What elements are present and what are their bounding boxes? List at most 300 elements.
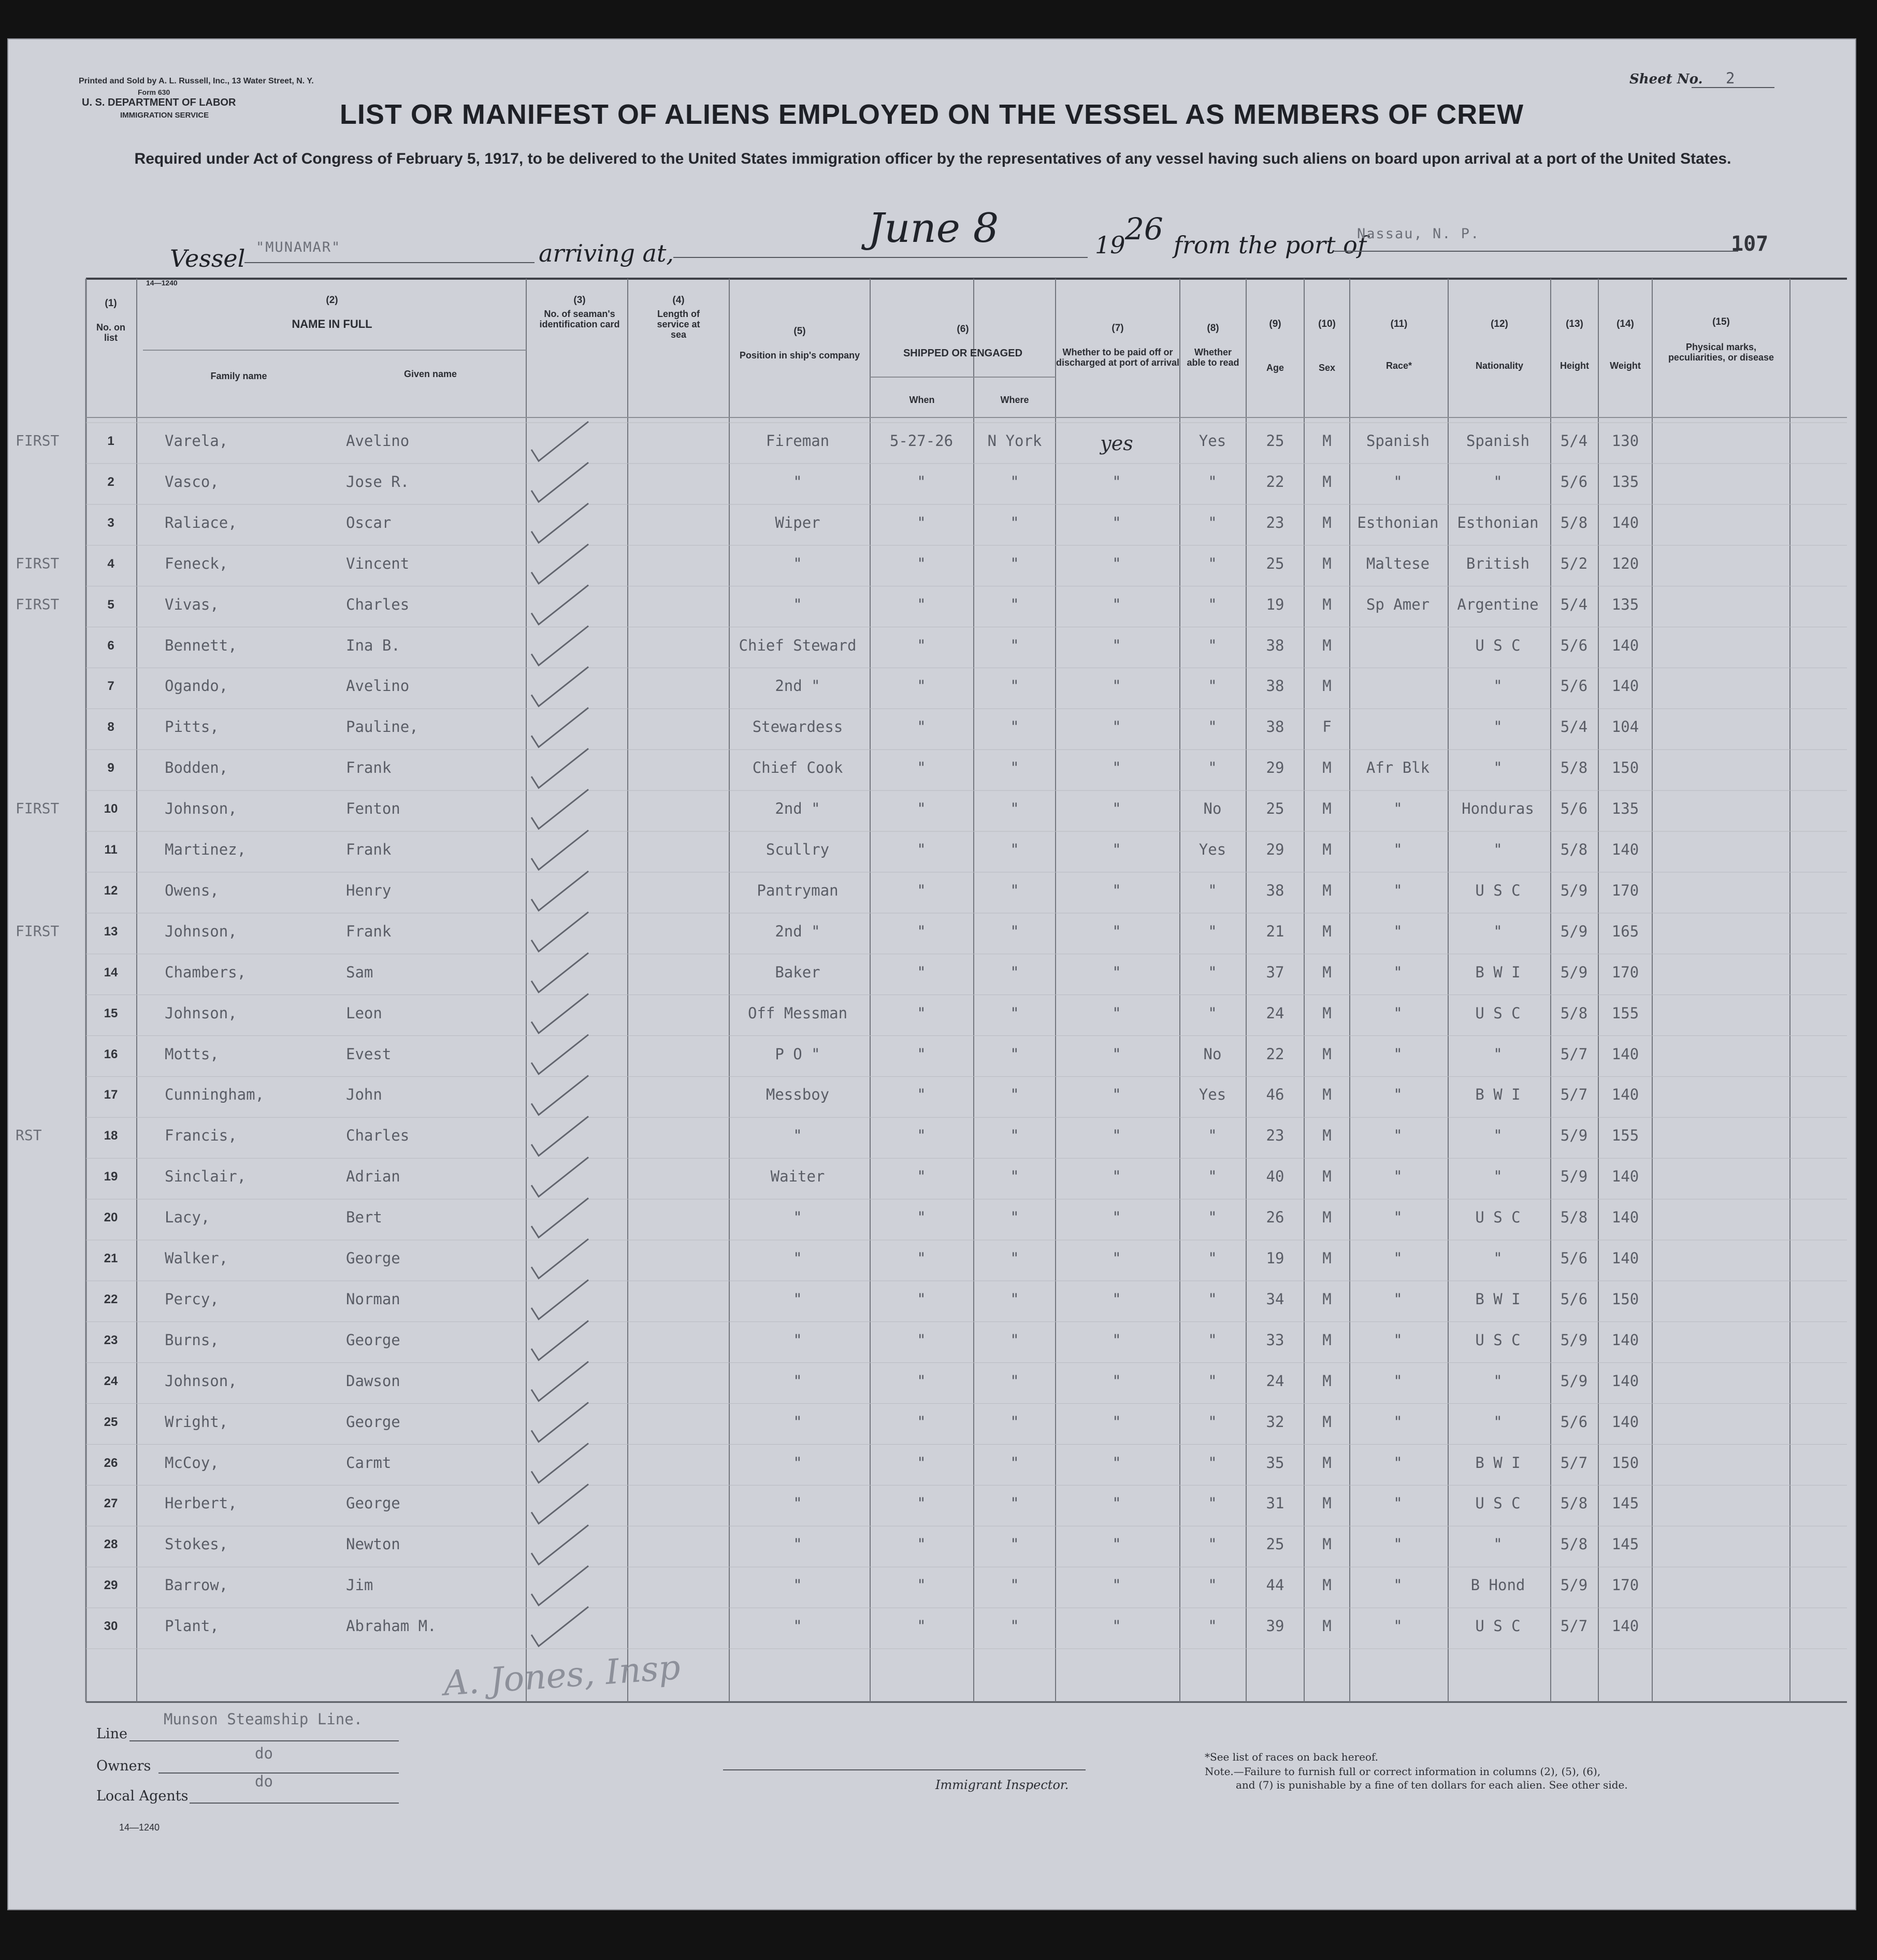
row-age: 38 bbox=[1266, 881, 1284, 899]
row-where: " bbox=[1010, 1290, 1019, 1308]
col5-label: Position in ship's company bbox=[739, 350, 860, 361]
row-age: 21 bbox=[1266, 922, 1284, 940]
row-given: Henry bbox=[346, 881, 392, 899]
row-age: 38 bbox=[1266, 636, 1284, 654]
row-sex: M bbox=[1322, 432, 1332, 450]
row-read: " bbox=[1208, 595, 1217, 613]
row-nationality: B W I bbox=[1475, 1290, 1521, 1308]
col4-number: (4) bbox=[672, 295, 685, 306]
row-race: " bbox=[1393, 1413, 1403, 1431]
row-read: " bbox=[1208, 1127, 1217, 1145]
row-position: " bbox=[793, 1617, 802, 1635]
row-where: " bbox=[1010, 800, 1019, 818]
row-nationality: " bbox=[1493, 841, 1503, 858]
row-no: 11 bbox=[104, 843, 118, 857]
row-paid: " bbox=[1112, 718, 1121, 736]
row-paid: " bbox=[1112, 1086, 1121, 1104]
row-age: 44 bbox=[1266, 1576, 1284, 1594]
row-where: " bbox=[1010, 1372, 1019, 1390]
row-read: Yes bbox=[1199, 841, 1226, 858]
row-when: " bbox=[917, 1576, 926, 1594]
row-mark: FIRST bbox=[16, 554, 60, 572]
row-age: 25 bbox=[1266, 554, 1284, 572]
row-sex: M bbox=[1322, 1045, 1332, 1063]
penalty-note-1: Note.—Failure to furnish full or correct information in columns (2), (5), (6), bbox=[1205, 1765, 1601, 1778]
row-family: Ogando, bbox=[165, 677, 228, 695]
col2-number: (2) bbox=[326, 295, 338, 306]
row-position: " bbox=[793, 1413, 802, 1431]
row-family: Vasco, bbox=[165, 472, 219, 491]
col1-label: No. on list bbox=[96, 322, 125, 343]
row-sex: M bbox=[1322, 1576, 1332, 1594]
row-given: Fenton bbox=[346, 800, 400, 818]
col11-label: Race* bbox=[1385, 361, 1412, 371]
row-height: 5/8 bbox=[1560, 841, 1588, 858]
page-title: LIST OR MANIFEST OF ALIENS EMPLOYED ON THE VESSEL AS MEMBERS OF CREW bbox=[339, 99, 1524, 130]
row-paid: " bbox=[1112, 841, 1121, 858]
row-given: Carmt bbox=[346, 1453, 392, 1472]
row-read: " bbox=[1208, 1372, 1217, 1390]
col6-where-label: Where bbox=[1000, 395, 1029, 405]
row-height: 5/8 bbox=[1560, 1494, 1588, 1512]
row-no: 6 bbox=[107, 638, 114, 653]
col5-number: (5) bbox=[793, 326, 806, 337]
row-family: Herbert, bbox=[165, 1494, 237, 1512]
row-no: 28 bbox=[104, 1537, 118, 1552]
row-family: McCoy, bbox=[165, 1453, 219, 1472]
row-position: Chief Steward bbox=[739, 636, 857, 654]
row-when: " bbox=[917, 1413, 926, 1431]
row-paid: " bbox=[1112, 1045, 1121, 1063]
row-height: 5/9 bbox=[1560, 1576, 1588, 1594]
row-when: " bbox=[917, 636, 926, 654]
row-race: " bbox=[1393, 1208, 1403, 1227]
col7-label: Whether to be paid off or discharged at port of arrival bbox=[1056, 347, 1180, 368]
row-age: 40 bbox=[1266, 1168, 1284, 1186]
row-paid: " bbox=[1112, 595, 1121, 613]
row-nationality: Honduras bbox=[1462, 800, 1534, 818]
row-given: Ina B. bbox=[346, 636, 400, 654]
row-given: Jose R. bbox=[346, 472, 410, 491]
row-height: 5/9 bbox=[1560, 963, 1588, 981]
row-nationality: " bbox=[1493, 1535, 1503, 1553]
row-nationality: B Hond bbox=[1470, 1576, 1525, 1594]
row-read: " bbox=[1208, 1413, 1217, 1431]
row-family: Sinclair, bbox=[165, 1168, 247, 1186]
row-height: 5/8 bbox=[1560, 513, 1588, 531]
arriving-label: arriving at, bbox=[539, 239, 674, 267]
row-position: Chief Cook bbox=[752, 759, 843, 777]
row-race: " bbox=[1393, 1249, 1403, 1267]
row-given: Avelino bbox=[346, 677, 410, 695]
row-when: " bbox=[917, 1290, 926, 1308]
row-given: George bbox=[346, 1413, 400, 1431]
row-mark: FIRST bbox=[16, 595, 60, 613]
row-family: Stokes, bbox=[165, 1535, 228, 1553]
col6-label: SHIPPED OR ENGAGED bbox=[903, 348, 1023, 359]
row-nationality: Spanish bbox=[1466, 432, 1530, 450]
row-no: 3 bbox=[107, 515, 114, 530]
manifest-sheet bbox=[7, 38, 1856, 1910]
row-when: " bbox=[917, 1535, 926, 1553]
row-where: N York bbox=[987, 432, 1042, 450]
page-subtitle: Required under Act of Congress of February 5, 1917, to be delivered to the United States immigration officer by the representatives of any vessel having such aliens on board upon arrival at a port of the United States. bbox=[134, 150, 1731, 167]
row-where: " bbox=[1010, 554, 1019, 572]
row-when: " bbox=[917, 1453, 926, 1472]
col15-number: (15) bbox=[1712, 316, 1730, 327]
department-name: U. S. DEPARTMENT OF LABOR bbox=[82, 97, 236, 108]
row-no: 19 bbox=[104, 1170, 118, 1184]
row-height: 5/2 bbox=[1560, 554, 1588, 572]
row-read: " bbox=[1208, 513, 1217, 531]
col15-label: Physical marks, peculiarities, or disease bbox=[1668, 342, 1774, 363]
row-race: " bbox=[1393, 1004, 1403, 1022]
row-race: " bbox=[1393, 1372, 1403, 1390]
row-when: " bbox=[917, 1127, 926, 1145]
row-weight: 140 bbox=[1611, 1249, 1639, 1267]
row-race: " bbox=[1393, 1331, 1403, 1349]
col8-number: (8) bbox=[1207, 323, 1219, 334]
row-where: " bbox=[1010, 677, 1019, 695]
row-no: 14 bbox=[104, 965, 118, 979]
row-nationality: U S C bbox=[1475, 636, 1521, 654]
row-no: 26 bbox=[104, 1455, 118, 1470]
row-family: Barrow, bbox=[165, 1576, 228, 1594]
row-age: 29 bbox=[1266, 841, 1284, 858]
row-when: " bbox=[917, 922, 926, 940]
row-sex: M bbox=[1322, 513, 1332, 531]
row-weight: 140 bbox=[1611, 1372, 1639, 1390]
row-position: " bbox=[793, 1249, 802, 1267]
row-read: " bbox=[1208, 677, 1217, 695]
row-position: " bbox=[793, 1453, 802, 1472]
row-nationality: " bbox=[1493, 1045, 1503, 1063]
row-race: " bbox=[1393, 922, 1403, 940]
row-where: " bbox=[1010, 1413, 1019, 1431]
year-prefix: 19 bbox=[1095, 231, 1125, 259]
row-nationality: " bbox=[1493, 759, 1503, 777]
row-given: Charles bbox=[346, 595, 410, 613]
row-age: 19 bbox=[1266, 595, 1284, 613]
row-position: " bbox=[793, 1576, 802, 1594]
row-given: George bbox=[346, 1494, 400, 1512]
row-where: " bbox=[1010, 881, 1019, 899]
row-weight: 140 bbox=[1611, 1208, 1639, 1227]
row-age: 25 bbox=[1266, 1535, 1284, 1553]
col2-label: NAME IN FULL bbox=[292, 318, 372, 330]
row-height: 5/6 bbox=[1560, 1290, 1588, 1308]
penalty-note-2: and (7) is punishable by a fine of ten dollars for each alien. See other side. bbox=[1236, 1779, 1628, 1791]
row-given: Sam bbox=[346, 963, 373, 981]
row-where: " bbox=[1010, 1249, 1019, 1267]
row-when: " bbox=[917, 677, 926, 695]
row-when: " bbox=[917, 1208, 926, 1227]
vessel-name: "MUNAMAR" bbox=[256, 239, 341, 255]
col3-number: (3) bbox=[573, 295, 586, 306]
col10-number: (10) bbox=[1318, 319, 1336, 329]
row-height: 5/9 bbox=[1560, 1168, 1588, 1186]
form-code-top: 14—1240 bbox=[146, 279, 178, 287]
row-position: Messboy bbox=[766, 1086, 830, 1104]
row-nationality: U S C bbox=[1475, 1331, 1521, 1349]
owners-label: Owners bbox=[96, 1758, 151, 1774]
row-when: " bbox=[917, 718, 926, 736]
row-when: " bbox=[917, 1045, 926, 1063]
row-height: 5/6 bbox=[1560, 1249, 1588, 1267]
row-position: 2nd " bbox=[775, 800, 820, 818]
row-height: 5/9 bbox=[1560, 922, 1588, 940]
row-given: Frank bbox=[346, 841, 392, 858]
row-age: 26 bbox=[1266, 1208, 1284, 1227]
row-no: 12 bbox=[104, 883, 118, 898]
printer-line: Printed and Sold by A. L. Russell, Inc., 13 Water Street, N. Y. bbox=[79, 77, 314, 85]
row-given: Vincent bbox=[346, 554, 410, 572]
row-height: 5/7 bbox=[1560, 1617, 1588, 1635]
row-sex: M bbox=[1322, 1249, 1332, 1267]
row-paid: yes bbox=[1100, 432, 1133, 455]
row-weight: 170 bbox=[1611, 881, 1639, 899]
row-nationality: U S C bbox=[1475, 881, 1521, 899]
row-position: Scullry bbox=[766, 841, 830, 858]
row-when: " bbox=[917, 1617, 926, 1635]
row-weight: 120 bbox=[1611, 554, 1639, 572]
row-race: " bbox=[1393, 963, 1403, 981]
row-weight: 145 bbox=[1611, 1494, 1639, 1512]
row-sex: M bbox=[1322, 1453, 1332, 1472]
row-mark: FIRST bbox=[16, 800, 60, 817]
row-weight: 140 bbox=[1611, 1168, 1639, 1186]
row-age: 46 bbox=[1266, 1086, 1284, 1104]
row-given: Oscar bbox=[346, 513, 392, 531]
row-sex: M bbox=[1322, 1331, 1332, 1349]
row-no: 17 bbox=[104, 1088, 118, 1102]
form-number: Form 630 bbox=[138, 88, 170, 96]
row-mark: RST bbox=[16, 1127, 42, 1144]
row-when: " bbox=[917, 800, 926, 818]
row-nationality: " bbox=[1493, 1168, 1503, 1186]
row-family: Francis, bbox=[165, 1127, 237, 1145]
row-weight: 155 bbox=[1611, 1127, 1639, 1145]
row-race: " bbox=[1393, 1617, 1403, 1635]
row-age: 38 bbox=[1266, 677, 1284, 695]
row-age: 33 bbox=[1266, 1331, 1284, 1349]
row-read: No bbox=[1203, 1045, 1222, 1063]
col1-number: (1) bbox=[105, 298, 117, 309]
local-agents-value: do bbox=[255, 1772, 273, 1790]
row-position: Pantryman bbox=[757, 881, 839, 899]
races-note: *See list of races on back hereof. bbox=[1205, 1751, 1379, 1763]
row-weight: 140 bbox=[1611, 1086, 1639, 1104]
row-read: " bbox=[1208, 1004, 1217, 1022]
row-sex: M bbox=[1322, 759, 1332, 777]
col9-number: (9) bbox=[1269, 319, 1281, 329]
col7-number: (7) bbox=[1111, 323, 1124, 334]
row-sex: M bbox=[1322, 1535, 1332, 1553]
row-given: Dawson bbox=[346, 1372, 400, 1390]
row-where: " bbox=[1010, 1168, 1019, 1186]
row-sex: M bbox=[1322, 1494, 1332, 1512]
row-read: " bbox=[1208, 1494, 1217, 1512]
row-paid: " bbox=[1112, 759, 1121, 777]
row-age: 25 bbox=[1266, 432, 1284, 450]
row-given: Jim bbox=[346, 1576, 373, 1594]
row-race: " bbox=[1393, 881, 1403, 899]
row-age: 23 bbox=[1266, 513, 1284, 531]
row-read: " bbox=[1208, 1617, 1217, 1635]
row-no: 23 bbox=[104, 1333, 118, 1347]
row-nationality: U S C bbox=[1475, 1494, 1521, 1512]
row-family: Cunningham, bbox=[165, 1086, 265, 1104]
row-when: " bbox=[917, 1494, 926, 1512]
row-where: " bbox=[1010, 963, 1019, 981]
row-read: " bbox=[1208, 963, 1217, 981]
row-sex: M bbox=[1322, 1168, 1332, 1186]
col8-label: Whether able to read bbox=[1187, 347, 1239, 368]
row-nationality: Esthonian bbox=[1457, 513, 1539, 531]
row-when: " bbox=[917, 1249, 926, 1267]
row-where: " bbox=[1010, 1127, 1019, 1145]
row-height: 5/9 bbox=[1560, 1331, 1588, 1349]
row-family: Varela, bbox=[165, 432, 228, 450]
row-no: 20 bbox=[104, 1210, 118, 1225]
row-paid: " bbox=[1112, 636, 1121, 654]
row-paid: " bbox=[1112, 1413, 1121, 1431]
row-height: 5/4 bbox=[1560, 432, 1588, 450]
row-nationality: U S C bbox=[1475, 1004, 1521, 1022]
row-position: " bbox=[793, 472, 802, 491]
row-position: " bbox=[793, 1208, 802, 1227]
row-given: Newton bbox=[346, 1535, 400, 1553]
row-where: " bbox=[1010, 1494, 1019, 1512]
local-agents-label: Local Agents bbox=[96, 1788, 189, 1804]
row-position: Wiper bbox=[775, 513, 820, 531]
row-family: Feneck, bbox=[165, 554, 228, 572]
row-when: " bbox=[917, 472, 926, 491]
row-paid: " bbox=[1112, 1617, 1121, 1635]
row-paid: " bbox=[1112, 1208, 1121, 1227]
row-paid: " bbox=[1112, 1535, 1121, 1553]
row-read: " bbox=[1208, 1249, 1217, 1267]
row-family: Walker, bbox=[165, 1249, 228, 1267]
row-given: George bbox=[346, 1331, 400, 1349]
row-read: Yes bbox=[1199, 432, 1226, 450]
row-race: " bbox=[1393, 1494, 1403, 1512]
row-given: Adrian bbox=[346, 1168, 400, 1186]
row-where: " bbox=[1010, 1004, 1019, 1022]
row-weight: 170 bbox=[1611, 1576, 1639, 1594]
row-read: " bbox=[1208, 472, 1217, 491]
row-nationality: " bbox=[1493, 677, 1503, 695]
row-when: " bbox=[917, 513, 926, 531]
row-height: 5/8 bbox=[1560, 1208, 1588, 1227]
row-family: Owens, bbox=[165, 881, 219, 899]
row-family: Raliace, bbox=[165, 513, 237, 531]
row-when: " bbox=[917, 881, 926, 899]
row-nationality: Argentine bbox=[1457, 595, 1539, 613]
col12-label: Nationality bbox=[1475, 361, 1523, 371]
row-family: Bodden, bbox=[165, 759, 228, 777]
row-position: Waiter bbox=[770, 1168, 825, 1186]
row-no: 5 bbox=[107, 597, 114, 612]
row-nationality: U S C bbox=[1475, 1617, 1521, 1635]
row-when: " bbox=[917, 1086, 926, 1104]
row-position: " bbox=[793, 1535, 802, 1553]
row-read: " bbox=[1208, 759, 1217, 777]
row-family: Lacy, bbox=[165, 1208, 210, 1227]
row-weight: 140 bbox=[1611, 636, 1639, 654]
row-race: " bbox=[1393, 1086, 1403, 1104]
row-race: Maltese bbox=[1366, 554, 1430, 572]
row-family: Johnson, bbox=[165, 922, 237, 940]
row-when: " bbox=[917, 963, 926, 981]
row-position: P O " bbox=[775, 1045, 820, 1063]
row-where: " bbox=[1010, 841, 1019, 858]
row-family: Burns, bbox=[165, 1331, 219, 1349]
row-weight: 140 bbox=[1611, 1413, 1639, 1431]
row-no: 25 bbox=[104, 1415, 118, 1429]
owners-value: do bbox=[255, 1745, 273, 1762]
col6-when-label: When bbox=[909, 395, 935, 405]
row-race: " bbox=[1393, 1127, 1403, 1145]
row-weight: 104 bbox=[1611, 718, 1639, 736]
row-weight: 170 bbox=[1611, 963, 1639, 981]
row-sex: M bbox=[1322, 595, 1332, 613]
row-sex: M bbox=[1322, 1208, 1332, 1227]
row-where: " bbox=[1010, 513, 1019, 531]
row-position: 2nd " bbox=[775, 922, 820, 940]
inspector-signature: A. Jones, Insp bbox=[442, 1647, 682, 1704]
row-where: " bbox=[1010, 1617, 1019, 1635]
row-nationality: " bbox=[1493, 472, 1503, 491]
row-position: " bbox=[793, 1290, 802, 1308]
col6-number: (6) bbox=[957, 324, 969, 335]
row-read: " bbox=[1208, 554, 1217, 572]
row-sex: M bbox=[1322, 1086, 1332, 1104]
col12-number: (12) bbox=[1491, 319, 1508, 329]
row-when: " bbox=[917, 1168, 926, 1186]
vessel-label: Vessel bbox=[170, 244, 246, 272]
row-when: " bbox=[917, 554, 926, 572]
row-no: 22 bbox=[104, 1292, 118, 1306]
row-age: 23 bbox=[1266, 1127, 1284, 1145]
row-race: Spanish bbox=[1366, 432, 1430, 450]
row-where: " bbox=[1010, 1576, 1019, 1594]
row-paid: " bbox=[1112, 922, 1121, 940]
row-paid: " bbox=[1112, 1249, 1121, 1267]
row-weight: 140 bbox=[1611, 1617, 1639, 1635]
row-position: 2nd " bbox=[775, 677, 820, 695]
row-weight: 135 bbox=[1611, 800, 1639, 818]
row-race: " bbox=[1393, 472, 1403, 491]
row-no: 7 bbox=[107, 679, 114, 694]
row-read: " bbox=[1208, 1208, 1217, 1227]
row-height: 5/4 bbox=[1560, 595, 1588, 613]
row-age: 22 bbox=[1266, 472, 1284, 491]
col13-label: Height bbox=[1560, 361, 1589, 371]
row-age: 19 bbox=[1266, 1249, 1284, 1267]
row-height: 5/9 bbox=[1560, 881, 1588, 899]
row-position: " bbox=[793, 1372, 802, 1390]
form-code-bottom: 14—1240 bbox=[119, 1822, 160, 1833]
row-nationality: " bbox=[1493, 1413, 1503, 1431]
row-family: Pitts, bbox=[165, 718, 219, 736]
row-age: 25 bbox=[1266, 800, 1284, 818]
year-suffix: 26 bbox=[1125, 211, 1163, 247]
page-number: 107 bbox=[1731, 232, 1769, 256]
row-given: Pauline, bbox=[346, 718, 418, 736]
row-no: 21 bbox=[104, 1251, 118, 1265]
row-sex: M bbox=[1322, 1004, 1332, 1022]
